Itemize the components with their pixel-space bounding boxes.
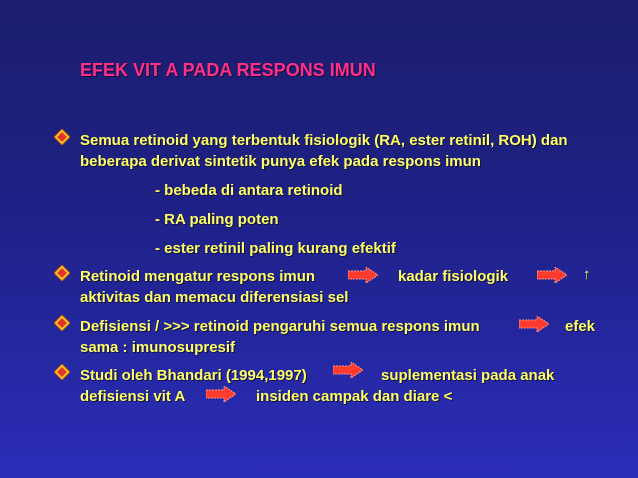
diamond-bullet-icon xyxy=(54,315,70,331)
bullet2-part1: Retinoid mengatur respons imun xyxy=(80,268,316,285)
right-arrow-icon xyxy=(537,267,567,283)
bullet4-line2-part1: defisiensi vit A xyxy=(80,388,186,405)
bullet1-line2: beberapa derivat sintetik punya efek pada respons imun xyxy=(80,153,481,170)
sub-item-2: - RA paling poten xyxy=(155,211,279,228)
slide-title: EFEK VIT A PADA RESPONS IMUN xyxy=(80,60,376,80)
bullet2-part2: kadar fisiologik xyxy=(398,268,509,285)
sub-item-3: - ester retinil paling kurang efektif xyxy=(155,240,396,257)
diamond-bullet-icon xyxy=(54,265,70,281)
bullet4-part1: Studi oleh Bhandari (1994,1997) xyxy=(80,367,307,384)
bullet3-part2: efek xyxy=(565,318,596,335)
up-arrow-icon: ↑ xyxy=(583,266,591,283)
bullet4-line2-part2: insiden campak dan diare < xyxy=(256,388,453,405)
right-arrow-icon xyxy=(348,267,378,283)
bullet2-line2: aktivitas dan memacu diferensiasi sel xyxy=(80,289,349,306)
right-arrow-icon xyxy=(519,316,549,332)
bullet3-line2: sama : imunosupresif xyxy=(80,339,236,356)
right-arrow-icon xyxy=(206,386,236,402)
bullet4-part2: suplementasi pada anak xyxy=(381,367,555,384)
bullet3-part1: Defisiensi / >>> retinoid pengaruhi semua respons imun xyxy=(80,318,480,335)
diamond-bullet-icon xyxy=(54,364,70,380)
bullet1-line1: Semua retinoid yang terbentuk fisiologik (RA, ester retinil, ROH) dan xyxy=(80,132,568,149)
diamond-bullet-icon xyxy=(54,129,70,145)
sub-item-1: - bebeda di antara retinoid xyxy=(155,182,343,199)
right-arrow-icon xyxy=(333,362,363,378)
